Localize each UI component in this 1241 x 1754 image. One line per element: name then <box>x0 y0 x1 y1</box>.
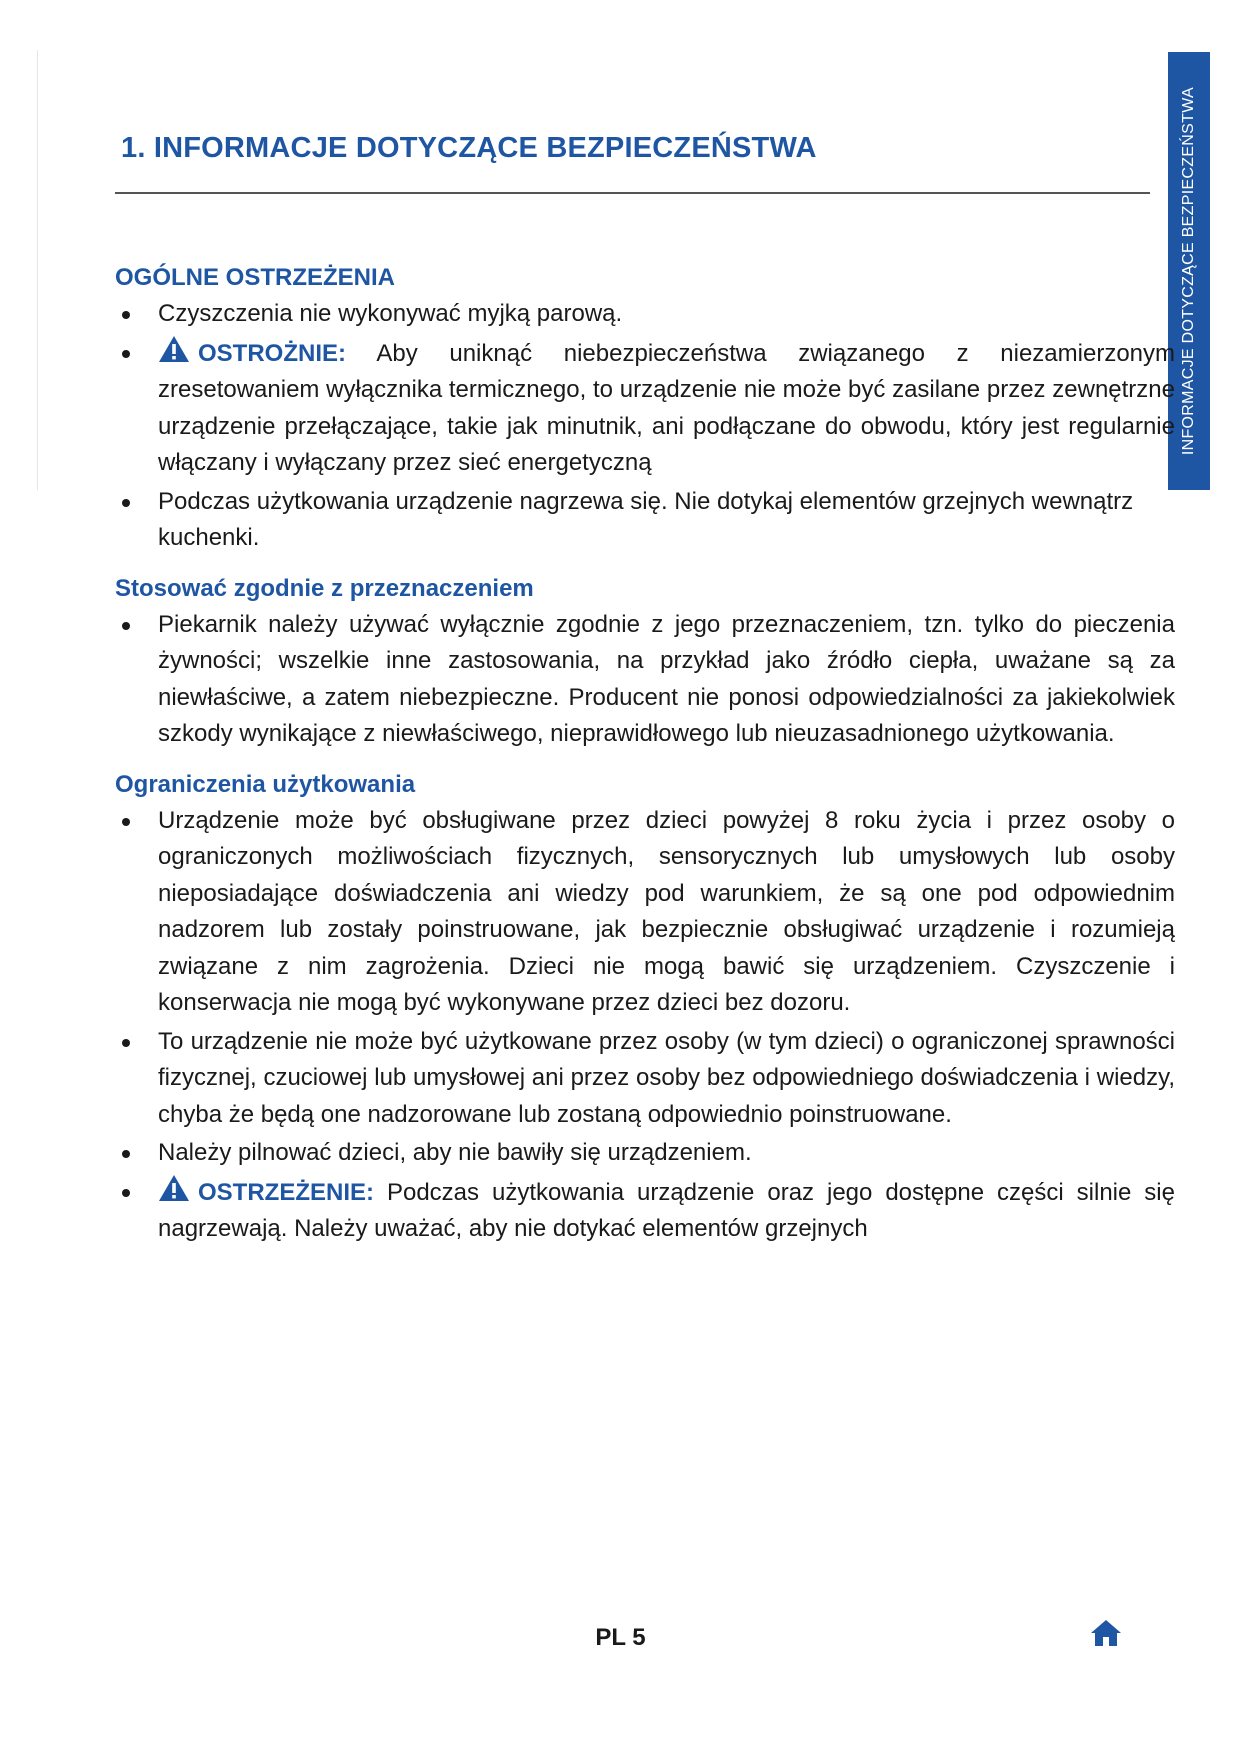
bullet-icon <box>122 311 130 319</box>
section-heading-restrictions: Ograniczenia użytkowania <box>115 770 416 798</box>
bullet-icon <box>122 622 130 630</box>
list-item <box>115 607 1175 753</box>
general-warnings-list <box>115 296 1175 557</box>
chapter-title: 1. INFORMACJE DOTYCZĄCE BEZPIECZEŃSTWA <box>121 132 817 164</box>
list-item <box>115 296 1175 333</box>
list-item <box>115 1135 1175 1172</box>
list-item <box>115 803 1175 1022</box>
list-item <box>115 335 1175 482</box>
title-divider <box>115 192 1150 194</box>
left-margin-rule <box>37 50 38 490</box>
section-heading-intended-use: Stosować zgodnie z przeznaczeniem <box>115 574 534 602</box>
bullet-icon <box>122 818 130 826</box>
caution-label: OSTROŻNIE: <box>198 339 346 367</box>
list-item-text: Piekarnik należy używać wyłącznie zgodnie z jego przeznaczeniem, tzn. tylko do pieczenia żywności; wszelkie inne zastosowania, na przykład jako źródło ciepła, uważane są za niewłaściwe, a zatem niebezpieczne. Producent nie ponosi odpowiedzialności za jakiekolwiek szkody wynikające z niewłaściwego, nieprawidłowego lub nieuzasadnionego użytkowania. <box>158 610 1175 747</box>
home-icon[interactable] <box>1090 1618 1122 1648</box>
list-item-text: Podczas użytkowania urządzenie oraz jego dostępne części silnie się nagrzewają. Należy uważać, aby nie dotykać elementów grzejnych <box>158 1178 1175 1242</box>
list-item-text: To urządzenie nie może być użytkowane przez osoby (w tym dzieci) o ograniczonej sprawności fizycznej, czuciowej lub umysłowej ani przez osoby bez odpowiedniego doświadczenia i wiedzy, chyba że będą one nadzorowane lub zostaną odpowiednio poinstruowane. <box>158 1027 1175 1128</box>
bullet-icon <box>122 499 130 507</box>
list-item <box>115 484 1175 557</box>
restrictions-list <box>115 803 1175 1248</box>
intended-use-list <box>115 607 1175 753</box>
list-item <box>115 1024 1175 1134</box>
page-number: PL 5 <box>595 1624 646 1651</box>
bullet-icon <box>122 350 130 358</box>
list-item-text: Czyszczenia nie wykonywać myjką parową. <box>158 300 623 327</box>
side-tab-label: INFORMACJE DOTYCZĄCE BEZPIECZEŃSTWA <box>1180 86 1197 456</box>
list-item-text: Urządzenie może być obsługiwane przez dzieci powyżej 8 roku życia i przez osoby o ograniczonych możliwościach fizycznych, sensorycznych lub umysłowych lub osoby nieposiadające doświadczenia ani wiedzy pod warunkiem, że są one pod odpowiednim nadzorem lub zostały poinstruowane, jak bezpiecznie obsługiwać urządzenie i rozumieją związane z nim zagrożenia. Dzieci nie mogą bawić się urządzeniem. Czyszczenie i konserwacja nie mogą być wykonywane przez dzieci bez dozoru. <box>158 806 1175 1016</box>
warning-triangle-icon <box>158 1174 190 1202</box>
bullet-icon <box>122 1039 130 1047</box>
list-item-text: Podczas użytkowania urządzenie nagrzewa się. Nie dotykaj elementów grzejnych wewnątrz kuchenki. <box>158 487 1134 551</box>
list-item <box>115 1174 1175 1248</box>
list-item-text: Należy pilnować dzieci, aby nie bawiły się urządzeniem. <box>158 1139 752 1166</box>
warning-triangle-icon <box>158 335 190 363</box>
bullet-icon <box>122 1150 130 1158</box>
content-body <box>115 262 1175 1250</box>
section-heading-general-warnings: OGÓLNE OSTRZEŻENIA <box>115 264 396 291</box>
list-item-text: Aby uniknąć niebezpieczeństwa związanego z niezamierzonym zresetowaniem wyłącznika termicznego, to urządzenie nie może być zasilane przez zewnętrzne urządzenie przełączające, takie jak minutnik, ani podłączane do obwodu, który jest regularnie włączany i wyłączany przez sieć energetyczną <box>158 339 1176 476</box>
warning-label: OSTRZEŻENIE: <box>198 1178 375 1206</box>
bullet-icon <box>122 1189 130 1197</box>
